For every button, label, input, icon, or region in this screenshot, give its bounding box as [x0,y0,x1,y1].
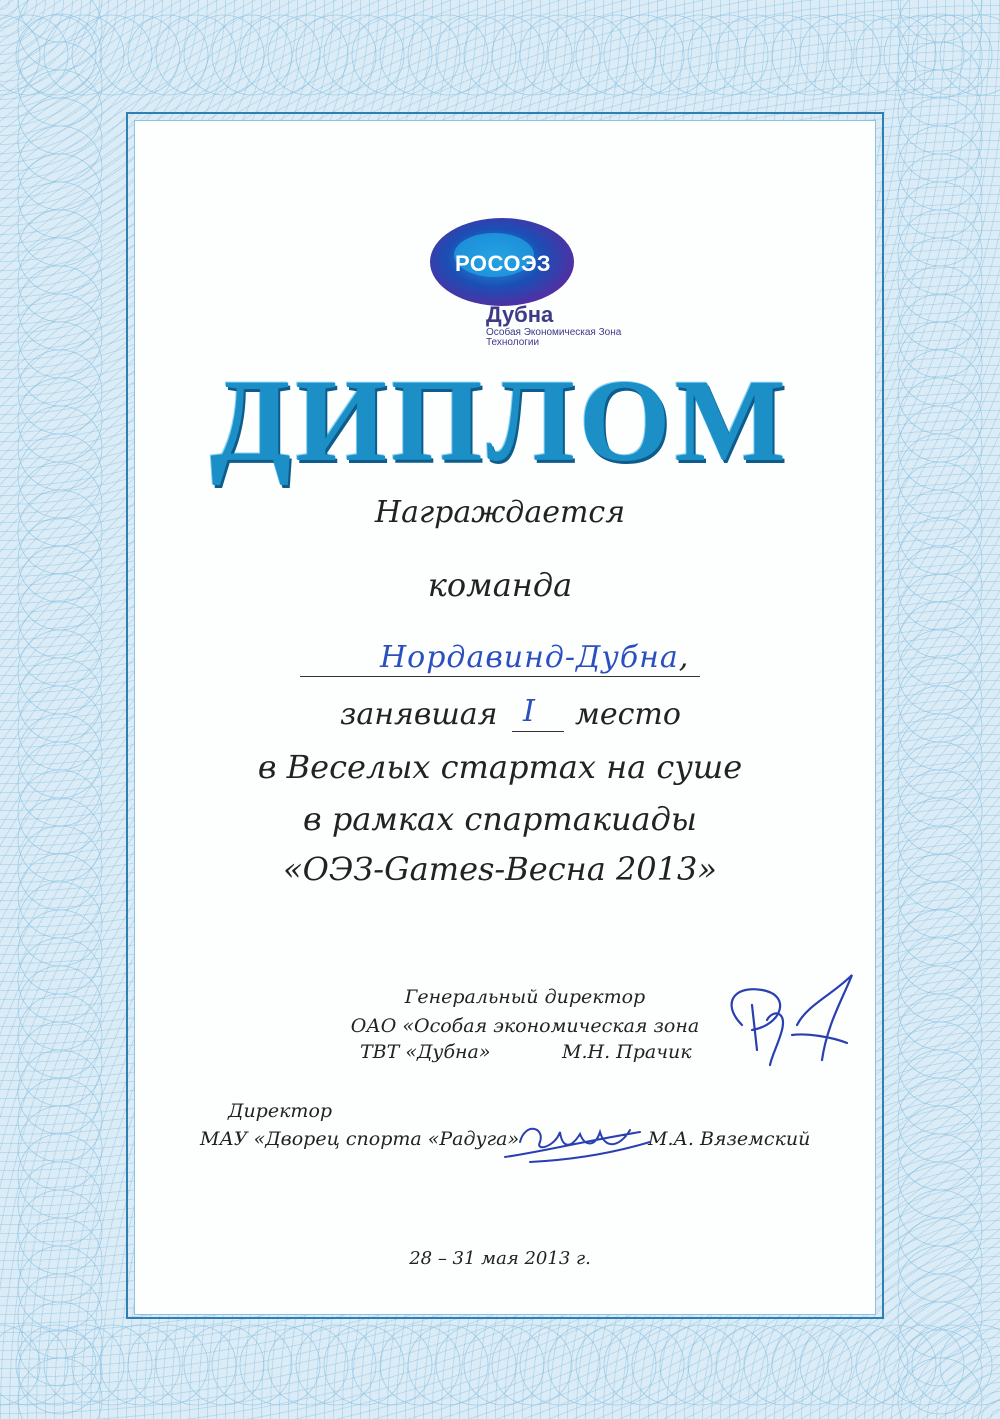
logo-city-text: Дубна [486,302,554,327]
team-word: команда [427,566,573,604]
team-name-underline [300,676,700,677]
logo-subtitle-line1: Особая Экономическая Зона [486,327,622,338]
signature-2-icon [500,1112,660,1172]
event-date: 28 – 31 мая 2013 г. [409,1248,591,1269]
logo-brand-text: РОСОЭЗ [455,251,552,276]
event-line-2: в рамках спартакиады [303,800,697,838]
logo-subtitle-line2: Технологии [486,337,540,348]
signatory1-org-line1: ОАО «Особая экономическая зона [350,1015,700,1037]
team-name-handwritten [380,640,720,675]
signatory1-name: М.Н. Прачик [562,1041,692,1063]
team-name-comma: , [678,640,690,675]
event-line-1: в Веселых стартах на суше [257,748,743,786]
event-line-3: «ОЭЗ-Games-Весна 2013» [283,850,717,888]
logo-subtitle [486,328,621,348]
signatory1-block [330,983,720,1041]
signatory1-org-line2: ТВТ «Дубна» [360,1041,491,1063]
diploma-title: ДИПЛОМ [210,355,790,486]
place-prefix: занявшая [340,697,498,732]
signatory2-title: Директор [228,1100,333,1122]
place-value-handwritten: I [523,694,535,729]
signatory2-org: МАУ «Дворец спорта «Радуга» [200,1128,520,1150]
place-suffix: место [575,697,681,732]
signatory2-name: М.А. Вяземский [648,1128,811,1150]
signatory1-title: Генеральный директор [404,986,646,1008]
signature-1-icon [712,965,862,1075]
awarded-text: Награждается [374,495,626,530]
team-name-value: Нордавинд-Дубна [380,640,679,675]
place-underline [512,731,564,732]
